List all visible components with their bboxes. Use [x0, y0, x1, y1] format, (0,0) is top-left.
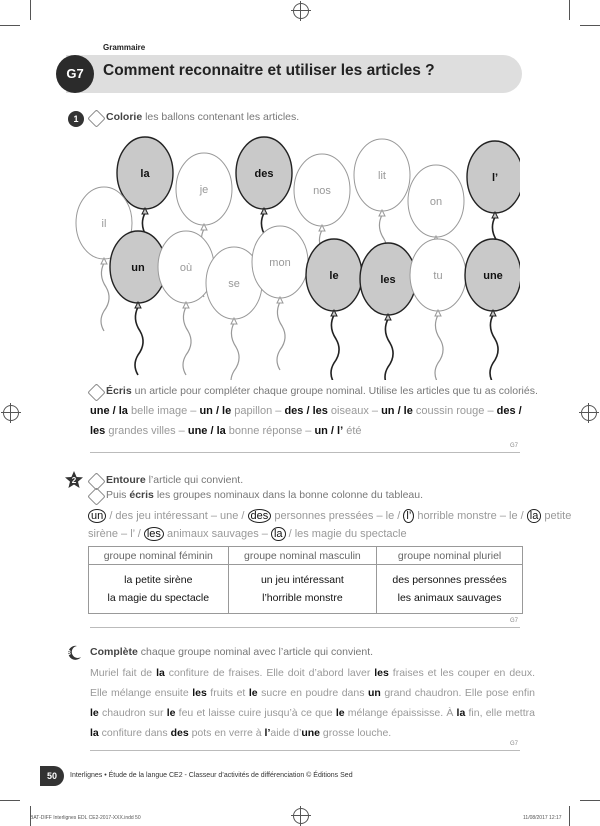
text-fragment: / des jeu intéressant – une /: [109, 510, 245, 522]
answer-article: une / la: [187, 425, 226, 437]
balloons-illustration: [60, 125, 520, 380]
divider: [90, 750, 520, 751]
balloon-word: le: [329, 270, 339, 282]
text-fragment: grand chaudron. Elle pose enfin: [380, 687, 535, 699]
balloon[interactable]: [252, 226, 308, 370]
balloon-word: se: [228, 278, 240, 290]
circled-words-line: [88, 509, 571, 523]
text-fragment: feu et laisse cuire jusqu’à ce que: [175, 707, 336, 719]
answer-article: des /: [496, 405, 522, 417]
balloon-word: les: [380, 274, 396, 286]
circled-article[interactable]: des: [248, 509, 272, 523]
divider: [90, 627, 520, 628]
text-fragment: fraises et les couper en deux. Elle mélange ensuite: [90, 667, 536, 699]
answer-article: le: [248, 687, 258, 699]
text-fragment: aide d’: [270, 727, 302, 739]
text-fragment: oiseaux –: [327, 405, 382, 417]
text-fragment: confiture dans: [98, 727, 171, 739]
text-fragment: animaux sauvages –: [166, 528, 268, 540]
balloon-word: des: [254, 168, 274, 180]
text-fragment: papillon –: [231, 405, 285, 417]
section-label: Grammaire: [103, 43, 146, 52]
balloon-word: mon: [269, 257, 291, 269]
balloon[interactable]: [158, 231, 214, 375]
balloon-word: où: [179, 262, 193, 274]
text-fragment: grosse louche.: [320, 727, 392, 739]
balloon-word: une: [483, 270, 503, 282]
lesson-badge: G7: [56, 55, 94, 93]
text-fragment: Muriel fait de: [90, 667, 157, 679]
noun-group-table: [88, 546, 523, 614]
answer-article: les: [192, 687, 207, 699]
text-fragment: pots en verre à: [188, 727, 265, 739]
page-title: Comment reconnaitre et utiliser les articles ?: [103, 62, 435, 79]
exercise2-instruction-2: Puis écris les groupes nominaux dans la bonne colonne du tableau.: [106, 489, 424, 501]
text-fragment: sirène – l’ /: [88, 528, 141, 540]
exercise-number: 2: [71, 476, 77, 485]
answer-article: le: [166, 707, 176, 719]
circled-article[interactable]: la: [271, 527, 286, 541]
skill-tag: G7: [510, 618, 519, 624]
text-fragment: sucre en poudre dans: [257, 687, 368, 699]
registration-mark: [293, 808, 309, 824]
answer-article: un / le: [199, 405, 232, 417]
circled-article[interactable]: la: [527, 509, 542, 523]
answer-article: des / les: [284, 405, 328, 417]
registration-mark: [3, 405, 19, 421]
pencil-icon: [87, 487, 105, 505]
balloon-word: tu: [433, 270, 443, 282]
exercise-number-badge: 1: [68, 111, 84, 127]
answer-article: des: [170, 727, 189, 739]
exercise3-paragraph: [90, 663, 535, 743]
answer-article: un / l’: [314, 425, 344, 437]
balloon-word: la: [140, 168, 150, 180]
answer-article: l’: [264, 727, 271, 739]
table-header: groupe nominal féminin: [89, 547, 229, 565]
exercise3-instruction: Complète chaque groupe nominal avec l’article qui convient.: [90, 646, 374, 658]
registration-mark: [581, 405, 597, 421]
table-cell: un jeu intéressant l’horrible monstre: [228, 565, 377, 614]
text-fragment: personnes pressées – le /: [274, 510, 401, 522]
balloon-word: lit: [378, 170, 386, 182]
answer-article: les: [374, 667, 389, 679]
text-fragment: fruits et: [206, 687, 249, 699]
text-fragment: été: [343, 425, 362, 437]
file-name: BAT-DIFF Interlignes EDL CE2-2017-XXX.indd 50: [30, 815, 141, 821]
text-fragment: chaudron sur: [98, 707, 167, 719]
text-fragment: confiture de fraises. Elle doit d’abord laver: [164, 667, 375, 679]
answer-line: [90, 425, 362, 437]
balloon-word: l’: [491, 172, 499, 184]
answer-line: [90, 405, 522, 417]
balloon-word: il: [101, 218, 107, 230]
balloon[interactable]: [306, 239, 362, 380]
text-fragment: petite: [544, 510, 572, 522]
answer-article: la: [156, 667, 165, 679]
print-date: 11/08/2017 12:17: [523, 815, 562, 821]
table-header: groupe nominal pluriel: [377, 547, 523, 565]
text-fragment: mélange épaississe. À: [344, 707, 457, 719]
answer-article: les: [90, 425, 106, 437]
balloon[interactable]: [110, 231, 166, 375]
answer-article: le: [335, 707, 345, 719]
divider: [90, 452, 520, 453]
answer-article: le: [90, 707, 99, 719]
footer-credit: Interlignes • Étude de la langue CE2 - Classeur d’activités de différenciation © Éditions Sed: [70, 772, 353, 779]
balloon-word: nos: [313, 185, 331, 197]
table-header: groupe nominal masculin: [228, 547, 377, 565]
registration-mark: [293, 3, 309, 19]
balloon-word: un: [131, 262, 145, 274]
text-fragment: belle image –: [127, 405, 200, 417]
skill-tag: G7: [510, 443, 519, 449]
answer-article: la: [456, 707, 466, 719]
text-fragment: grandes villes –: [105, 425, 188, 437]
page-number: 50: [40, 766, 64, 786]
text-fragment: coussin rouge –: [412, 405, 497, 417]
exercise2-instruction-1: Entoure l’article qui convient.: [106, 474, 244, 486]
answer-article: une / la: [90, 405, 128, 417]
balloon-word: je: [199, 184, 209, 196]
balloon-word: on: [429, 196, 443, 208]
answer-article: la: [90, 727, 99, 739]
circled-article[interactable]: les: [144, 527, 164, 541]
answer-article: une: [301, 727, 320, 739]
balloon[interactable]: [410, 239, 466, 380]
circled-article[interactable]: un: [88, 509, 106, 523]
circled-article[interactable]: l’: [403, 509, 414, 523]
pencil-icon: [87, 383, 105, 401]
answer-article: un: [368, 687, 381, 699]
exercise1-instruction: Colorie les ballons contenant les articles.: [106, 111, 300, 123]
balloon[interactable]: [465, 239, 520, 380]
balloon[interactable]: [360, 243, 416, 380]
skill-tag: G7: [510, 741, 519, 747]
exercise-number: 3: [67, 650, 71, 657]
text-fragment: bonne réponse –: [225, 425, 315, 437]
table-cell: la petite sirène la magie du spectacle: [89, 565, 229, 614]
text-fragment: / les magie du spectacle: [288, 528, 407, 540]
exercise1-write-instruction: Écris un article pour compléter chaque groupe nominal. Utilise les articles que tu as coloriés.: [106, 385, 538, 397]
text-fragment: horrible monstre – le /: [417, 510, 524, 522]
circled-words-line: [88, 527, 407, 541]
text-fragment: fin, elle mettra: [465, 707, 535, 719]
answer-article: un / le: [381, 405, 413, 417]
table-cell: des personnes pressées les animaux sauvages: [377, 565, 523, 614]
